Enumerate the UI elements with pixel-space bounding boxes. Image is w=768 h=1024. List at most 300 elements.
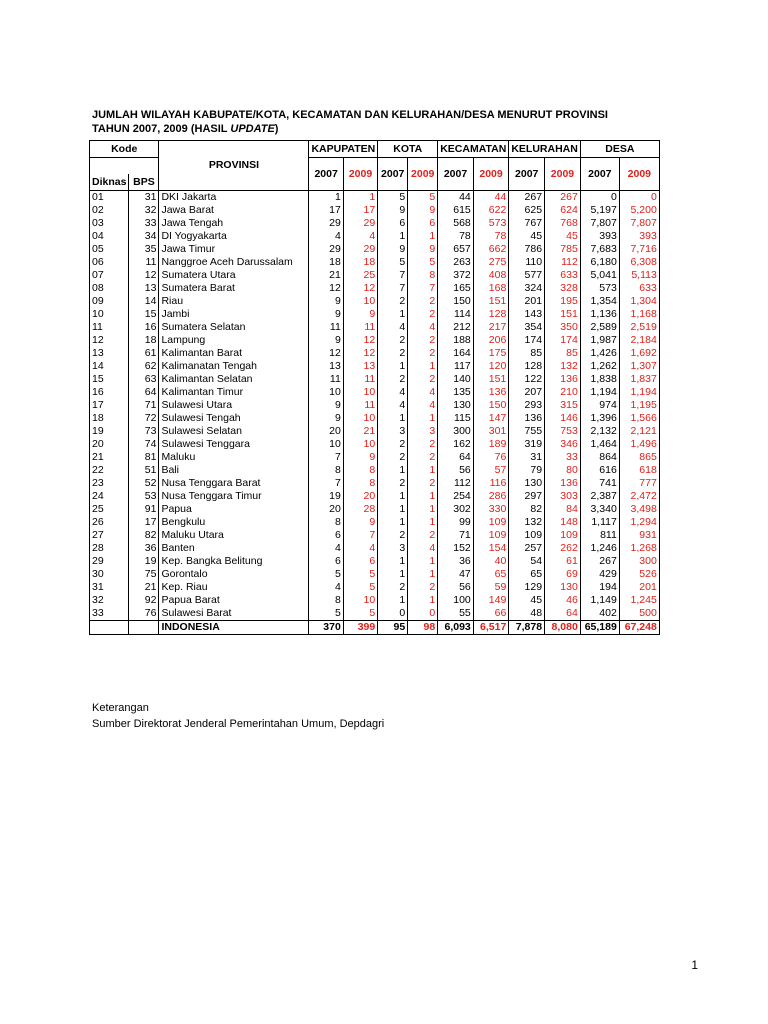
cell-kab-2009: 28 <box>343 503 377 516</box>
cell-kota-2007: 7 <box>378 282 408 295</box>
cell-desa-2009: 633 <box>619 282 659 295</box>
cell-bps: 71 <box>129 399 159 412</box>
cell-kab-2007: 12 <box>309 282 343 295</box>
cell-kel-2009: 148 <box>545 516 581 529</box>
cell-kec-2009: 128 <box>473 308 509 321</box>
cell-kel-2009: 350 <box>545 321 581 334</box>
cell-kota-2007: 95 <box>378 621 408 635</box>
cell-bps: 92 <box>129 594 159 607</box>
cell-kota-2007: 3 <box>378 542 408 555</box>
table-body <box>90 191 660 635</box>
cell-kab-2009: 11 <box>343 321 377 334</box>
header-kelurahan: KELURAHAN <box>509 141 581 158</box>
cell-kec-2007: 36 <box>438 555 474 568</box>
cell-kec-2009: 151 <box>473 295 509 308</box>
cell-kel-2009: 136 <box>545 477 581 490</box>
cell-bps: 76 <box>129 607 159 621</box>
cell-bps: 82 <box>129 529 159 542</box>
cell-kec-2009: 206 <box>473 334 509 347</box>
cell-desa-2007: 741 <box>580 477 619 490</box>
cell-kota-2009: 98 <box>408 621 438 635</box>
data-table <box>89 140 660 635</box>
cell-kab-2009: 29 <box>343 217 377 230</box>
cell-provinsi: Maluku Utara <box>159 529 309 542</box>
cell-desa-2009: 7,807 <box>619 217 659 230</box>
cell-provinsi: Kalimantan Timur <box>159 386 309 399</box>
cell-kec-2009: 109 <box>473 529 509 542</box>
cell-kec-2007: 114 <box>438 308 474 321</box>
cell-desa-2009: 0 <box>619 191 659 205</box>
cell-kab-2007: 7 <box>309 451 343 464</box>
cell-bps: 51 <box>129 464 159 477</box>
header-kode: Kode <box>90 141 159 158</box>
cell-provinsi: Sulawesi Utara <box>159 399 309 412</box>
header-diknas: Diknas <box>90 174 129 191</box>
cell-kota-2007: 2 <box>378 347 408 360</box>
cell-kel-2007: 54 <box>509 555 545 568</box>
cell-kec-2007: 150 <box>438 295 474 308</box>
cell-kel-2007: 577 <box>509 269 545 282</box>
cell-kota-2007: 7 <box>378 269 408 282</box>
cell-kab-2007: 17 <box>309 204 343 217</box>
cell-kota-2009: 5 <box>408 256 438 269</box>
header-kode-spacer <box>90 158 159 175</box>
cell-provinsi: Sulawesi Tenggara <box>159 438 309 451</box>
cell-kel-2007: 122 <box>509 373 545 386</box>
cell-kota-2009: 0 <box>408 607 438 621</box>
cell-provinsi: Kalimanatan Tengah <box>159 360 309 373</box>
cell-kab-2007: 10 <box>309 438 343 451</box>
cell-diknas: 26 <box>90 516 129 529</box>
cell-kab-2007: 1 <box>309 191 343 205</box>
cell-provinsi: Nusa Tenggara Timur <box>159 490 309 503</box>
cell-diknas: 23 <box>90 477 129 490</box>
cell-bps: 21 <box>129 581 159 594</box>
cell-kec-2009: 573 <box>473 217 509 230</box>
cell-kab-2007: 9 <box>309 308 343 321</box>
header-bps: BPS <box>129 174 159 191</box>
cell-desa-2007: 1,838 <box>580 373 619 386</box>
cell-kec-2007: 263 <box>438 256 474 269</box>
cell-kec-2009: 154 <box>473 542 509 555</box>
cell-desa-2007: 1,262 <box>580 360 619 373</box>
cell-desa-2009: 1,304 <box>619 295 659 308</box>
cell-kota-2007: 1 <box>378 308 408 321</box>
cell-kec-2009: 149 <box>473 594 509 607</box>
cell-desa-2009: 1,168 <box>619 308 659 321</box>
cell-provinsi: Papua Barat <box>159 594 309 607</box>
cell-kota-2009: 2 <box>408 295 438 308</box>
cell-bps: 91 <box>129 503 159 516</box>
cell-kota-2007: 2 <box>378 373 408 386</box>
table-row <box>90 490 660 503</box>
cell-kec-2009: 147 <box>473 412 509 425</box>
cell-kota-2009: 1 <box>408 464 438 477</box>
cell-kel-2007: 130 <box>509 477 545 490</box>
cell-desa-2007: 1,194 <box>580 386 619 399</box>
cell-kel-2009: 262 <box>545 542 581 555</box>
cell-kab-2009: 20 <box>343 490 377 503</box>
cell-kel-2007: 297 <box>509 490 545 503</box>
table-row <box>90 204 660 217</box>
cell-diknas: 01 <box>90 191 129 205</box>
header-kota-2007: 2007 <box>378 158 408 191</box>
cell-kel-2009: 46 <box>545 594 581 607</box>
table-row <box>90 230 660 243</box>
cell-kab-2009: 4 <box>343 542 377 555</box>
cell-bps: 74 <box>129 438 159 451</box>
cell-kota-2009: 2 <box>408 438 438 451</box>
cell-desa-2009: 6,308 <box>619 256 659 269</box>
cell-kel-2009: 69 <box>545 568 581 581</box>
total-row <box>90 621 660 635</box>
cell-desa-2009: 777 <box>619 477 659 490</box>
cell-kel-2007: 267 <box>509 191 545 205</box>
cell-kota-2007: 2 <box>378 334 408 347</box>
cell-kec-2009: 120 <box>473 360 509 373</box>
cell-kel-2009: 768 <box>545 217 581 230</box>
header-kab-2007: 2007 <box>309 158 343 191</box>
cell-kel-2009: 174 <box>545 334 581 347</box>
header-kecamatan: KECAMATAN <box>438 141 509 158</box>
cell-kel-2009: 80 <box>545 464 581 477</box>
cell-provinsi: Kep. Bangka Belitung <box>159 555 309 568</box>
cell-provinsi: Sumatera Barat <box>159 282 309 295</box>
cell-kota-2007: 5 <box>378 191 408 205</box>
cell-kel-2007: 7,878 <box>509 621 545 635</box>
cell-kec-2009: 217 <box>473 321 509 334</box>
cell-kota-2009: 8 <box>408 269 438 282</box>
cell-kota-2007: 1 <box>378 516 408 529</box>
cell-kec-2009: 65 <box>473 568 509 581</box>
cell-kec-2009: 622 <box>473 204 509 217</box>
cell-bps: 35 <box>129 243 159 256</box>
cell-kota-2009: 2 <box>408 581 438 594</box>
cell-diknas: 13 <box>90 347 129 360</box>
cell-kota-2007: 2 <box>378 477 408 490</box>
cell-kota-2009: 1 <box>408 490 438 503</box>
cell-kel-2009: 753 <box>545 425 581 438</box>
cell-kel-2007: 85 <box>509 347 545 360</box>
cell-kec-2007: 78 <box>438 230 474 243</box>
cell-kec-2007: 55 <box>438 607 474 621</box>
cell-kel-2009: 303 <box>545 490 581 503</box>
cell-kab-2009: 29 <box>343 243 377 256</box>
table-title <box>92 108 608 136</box>
cell-kab-2007: 8 <box>309 516 343 529</box>
cell-desa-2009: 2,184 <box>619 334 659 347</box>
cell-kota-2009: 4 <box>408 542 438 555</box>
cell-kab-2007: 29 <box>309 243 343 256</box>
cell-kota-2009: 4 <box>408 321 438 334</box>
cell-bps: 73 <box>129 425 159 438</box>
cell-diknas <box>90 621 129 635</box>
cell-kota-2007: 1 <box>378 360 408 373</box>
table-row <box>90 568 660 581</box>
cell-kota-2007: 9 <box>378 243 408 256</box>
table-row <box>90 425 660 438</box>
cell-diknas: 02 <box>90 204 129 217</box>
cell-kec-2009: 662 <box>473 243 509 256</box>
cell-kota-2009: 1 <box>408 230 438 243</box>
cell-kel-2009: 132 <box>545 360 581 373</box>
cell-desa-2007: 7,683 <box>580 243 619 256</box>
cell-diknas: 10 <box>90 308 129 321</box>
table-row <box>90 555 660 568</box>
cell-kab-2009: 9 <box>343 516 377 529</box>
cell-kota-2007: 2 <box>378 529 408 542</box>
cell-desa-2007: 1,117 <box>580 516 619 529</box>
table-row <box>90 360 660 373</box>
cell-kab-2009: 7 <box>343 529 377 542</box>
cell-kec-2007: 99 <box>438 516 474 529</box>
cell-desa-2009: 865 <box>619 451 659 464</box>
cell-provinsi: Gorontalo <box>159 568 309 581</box>
cell-kota-2009: 3 <box>408 425 438 438</box>
cell-desa-2007: 1,426 <box>580 347 619 360</box>
cell-kel-2007: 79 <box>509 464 545 477</box>
cell-kab-2007: 370 <box>309 621 343 635</box>
cell-kel-2009: 633 <box>545 269 581 282</box>
cell-kota-2009: 9 <box>408 204 438 217</box>
header-provinsi: PROVINSI <box>159 141 309 191</box>
table-row <box>90 217 660 230</box>
cell-provinsi: DKI Jakarta <box>159 191 309 205</box>
table-row <box>90 243 660 256</box>
cell-bps: 19 <box>129 555 159 568</box>
page-number: 1 <box>691 958 698 972</box>
cell-desa-2009: 1,307 <box>619 360 659 373</box>
cell-kab-2007: 9 <box>309 334 343 347</box>
cell-kota-2007: 1 <box>378 464 408 477</box>
cell-kab-2009: 6 <box>343 555 377 568</box>
cell-desa-2007: 1,136 <box>580 308 619 321</box>
cell-kab-2009: 5 <box>343 581 377 594</box>
cell-kab-2007: 8 <box>309 594 343 607</box>
cell-provinsi: Kalimantan Selatan <box>159 373 309 386</box>
cell-kec-2007: 372 <box>438 269 474 282</box>
cell-desa-2009: 2,472 <box>619 490 659 503</box>
cell-kec-2007: 140 <box>438 373 474 386</box>
table-row <box>90 334 660 347</box>
cell-desa-2007: 5,197 <box>580 204 619 217</box>
cell-kota-2007: 2 <box>378 295 408 308</box>
cell-diknas: 06 <box>90 256 129 269</box>
cell-desa-2009: 526 <box>619 568 659 581</box>
cell-desa-2009: 1,194 <box>619 386 659 399</box>
cell-kel-2009: 8,080 <box>545 621 581 635</box>
cell-kel-2007: 174 <box>509 334 545 347</box>
cell-bps: 52 <box>129 477 159 490</box>
cell-provinsi: Kalimantan Barat <box>159 347 309 360</box>
cell-bps: 14 <box>129 295 159 308</box>
cell-kec-2007: 56 <box>438 464 474 477</box>
cell-desa-2007: 267 <box>580 555 619 568</box>
cell-diknas: 32 <box>90 594 129 607</box>
cell-bps: 17 <box>129 516 159 529</box>
cell-kec-2007: 164 <box>438 347 474 360</box>
cell-desa-2007: 429 <box>580 568 619 581</box>
cell-kec-2009: 136 <box>473 386 509 399</box>
header-kec-2007: 2007 <box>438 158 474 191</box>
header-kota: KOTA <box>378 141 438 158</box>
cell-kec-2007: 165 <box>438 282 474 295</box>
cell-kec-2007: 152 <box>438 542 474 555</box>
cell-kel-2009: 84 <box>545 503 581 516</box>
table-row <box>90 542 660 555</box>
cell-kel-2009: 61 <box>545 555 581 568</box>
table-row <box>90 321 660 334</box>
cell-kota-2007: 1 <box>378 490 408 503</box>
cell-kota-2007: 6 <box>378 217 408 230</box>
cell-kel-2007: 65 <box>509 568 545 581</box>
cell-diknas: 09 <box>90 295 129 308</box>
cell-kota-2007: 3 <box>378 425 408 438</box>
cell-bps: 72 <box>129 412 159 425</box>
cell-desa-2009: 1,245 <box>619 594 659 607</box>
cell-kec-2009: 168 <box>473 282 509 295</box>
cell-kab-2009: 25 <box>343 269 377 282</box>
header-desa: DESA <box>580 141 659 158</box>
cell-kec-2007: 188 <box>438 334 474 347</box>
cell-kel-2007: 354 <box>509 321 545 334</box>
cell-kel-2009: 151 <box>545 308 581 321</box>
cell-bps: 32 <box>129 204 159 217</box>
cell-desa-2009: 201 <box>619 581 659 594</box>
table-row <box>90 451 660 464</box>
cell-kel-2007: 293 <box>509 399 545 412</box>
cell-kel-2009: 109 <box>545 529 581 542</box>
cell-kel-2007: 324 <box>509 282 545 295</box>
cell-kab-2007: 5 <box>309 568 343 581</box>
cell-kel-2007: 31 <box>509 451 545 464</box>
cell-kota-2007: 1 <box>378 412 408 425</box>
cell-diknas: 11 <box>90 321 129 334</box>
cell-desa-2009: 1,692 <box>619 347 659 360</box>
cell-bps: 13 <box>129 282 159 295</box>
cell-provinsi: Jawa Timur <box>159 243 309 256</box>
cell-kec-2009: 275 <box>473 256 509 269</box>
cell-kec-2007: 657 <box>438 243 474 256</box>
cell-kab-2007: 7 <box>309 477 343 490</box>
table-row <box>90 412 660 425</box>
cell-desa-2009: 618 <box>619 464 659 477</box>
cell-kel-2007: 257 <box>509 542 545 555</box>
cell-kota-2007: 2 <box>378 451 408 464</box>
cell-kel-2007: 207 <box>509 386 545 399</box>
cell-provinsi: Sulawesi Tengah <box>159 412 309 425</box>
cell-provinsi: Sulawesi Barat <box>159 607 309 621</box>
cell-kab-2007: 29 <box>309 217 343 230</box>
cell-kota-2007: 1 <box>378 568 408 581</box>
cell-kab-2007: 5 <box>309 607 343 621</box>
cell-kab-2009: 5 <box>343 607 377 621</box>
cell-kota-2009: 2 <box>408 347 438 360</box>
cell-provinsi: Papua <box>159 503 309 516</box>
table-row <box>90 607 660 621</box>
cell-diknas: 29 <box>90 555 129 568</box>
cell-kab-2009: 17 <box>343 204 377 217</box>
cell-desa-2007: 1,396 <box>580 412 619 425</box>
cell-kel-2007: 45 <box>509 230 545 243</box>
cell-kab-2009: 1 <box>343 191 377 205</box>
cell-kel-2009: 346 <box>545 438 581 451</box>
cell-desa-2007: 811 <box>580 529 619 542</box>
cell-desa-2007: 974 <box>580 399 619 412</box>
cell-diknas: 27 <box>90 529 129 542</box>
header-kabupaten: KAPUPATEN <box>309 141 378 158</box>
cell-bps: 16 <box>129 321 159 334</box>
cell-provinsi: Banten <box>159 542 309 555</box>
cell-kec-2007: 568 <box>438 217 474 230</box>
cell-kab-2007: 11 <box>309 373 343 386</box>
cell-kab-2007: 20 <box>309 503 343 516</box>
cell-kab-2007: 9 <box>309 412 343 425</box>
cell-kab-2009: 10 <box>343 438 377 451</box>
cell-kec-2009: 40 <box>473 555 509 568</box>
cell-kel-2007: 129 <box>509 581 545 594</box>
cell-bps: 75 <box>129 568 159 581</box>
cell-kel-2007: 82 <box>509 503 545 516</box>
cell-kec-2007: 71 <box>438 529 474 542</box>
cell-desa-2009: 67,248 <box>619 621 659 635</box>
header-kel-2009: 2009 <box>545 158 581 191</box>
cell-desa-2009: 5,200 <box>619 204 659 217</box>
cell-kel-2007: 136 <box>509 412 545 425</box>
cell-diknas: 07 <box>90 269 129 282</box>
cell-kab-2009: 9 <box>343 308 377 321</box>
title-line-1: JUMLAH WILAYAH KABUPATE/KOTA, KECAMATAN DAN KELURAHAN/DESA MENURUT PROVINSI <box>92 109 608 121</box>
cell-kec-2009: 286 <box>473 490 509 503</box>
cell-kota-2007: 0 <box>378 607 408 621</box>
cell-kel-2007: 625 <box>509 204 545 217</box>
cell-desa-2007: 1,354 <box>580 295 619 308</box>
cell-kec-2009: 6,517 <box>473 621 509 635</box>
cell-kec-2007: 300 <box>438 425 474 438</box>
table-row <box>90 282 660 295</box>
cell-desa-2007: 2,387 <box>580 490 619 503</box>
table-row <box>90 516 660 529</box>
cell-kota-2009: 1 <box>408 360 438 373</box>
cell-bps: 12 <box>129 269 159 282</box>
note-keterangan: Keterangan <box>92 702 149 714</box>
cell-kab-2007: 4 <box>309 581 343 594</box>
table-row <box>90 373 660 386</box>
cell-kel-2009: 624 <box>545 204 581 217</box>
cell-kota-2009: 2 <box>408 529 438 542</box>
table-row <box>90 503 660 516</box>
table-row <box>90 581 660 594</box>
cell-diknas: 08 <box>90 282 129 295</box>
cell-diknas: 12 <box>90 334 129 347</box>
cell-desa-2007: 1,464 <box>580 438 619 451</box>
cell-kel-2009: 136 <box>545 373 581 386</box>
cell-desa-2009: 393 <box>619 230 659 243</box>
cell-kab-2007: 18 <box>309 256 343 269</box>
cell-kec-2009: 408 <box>473 269 509 282</box>
cell-diknas: 04 <box>90 230 129 243</box>
cell-kec-2007: 6,093 <box>438 621 474 635</box>
cell-desa-2009: 1,294 <box>619 516 659 529</box>
cell-kota-2009: 1 <box>408 555 438 568</box>
cell-kota-2009: 1 <box>408 503 438 516</box>
cell-kec-2009: 57 <box>473 464 509 477</box>
cell-kec-2009: 189 <box>473 438 509 451</box>
cell-kota-2007: 4 <box>378 321 408 334</box>
header-kec-2009: 2009 <box>473 158 509 191</box>
cell-kab-2009: 11 <box>343 373 377 386</box>
cell-kec-2007: 44 <box>438 191 474 205</box>
